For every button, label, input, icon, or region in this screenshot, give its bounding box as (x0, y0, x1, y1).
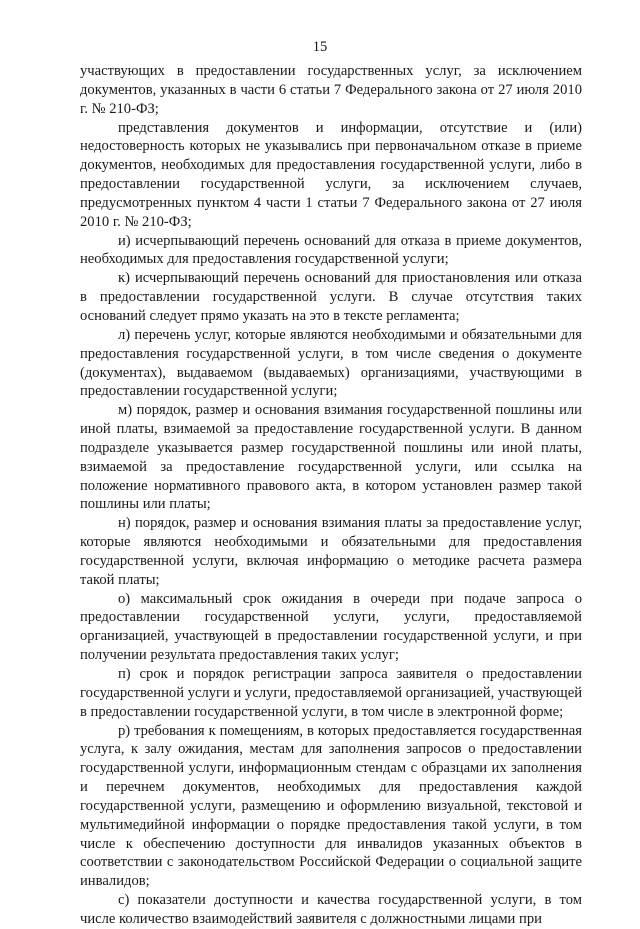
paragraph-item-m: м) порядок, размер и основания взимания государственной пошлины или иной платы, взимаемой за предоставление государственной услуги. В данном подразделе указывается размер государственной пошлины или иной платы, взимаемой за предоставление государственной услуги, или ссылка на положение нормативного правового акта, в котором установлен размер такой пошлины или платы; (80, 402, 582, 513)
paragraph-item-r: р) требования к помещениям, в которых предоставляется государственная услуга, к залу ожидания, местам для заполнения запросов о предоставлении государственной услуги, информационным стендам с образцами их заполнения и перечнем документов, необходимых для предоставления каждой государственной услуги, размещению и оформлению визуальной, текстовой и мультимедийной информации о порядке предоставления такой услуги, в том числе к обеспечению доступности для инвалидов указанных объектов в соответствии с законодательством Российской Федерации о социальной защите инвалидов; (80, 722, 582, 890)
paragraph-documents-info: представления документов и информации, отсутствие и (или) недостоверность которых не указывались при первоначальном отказе в приеме документов, необходимых для предоставления государственной услуги, либо в предоставлении государственной услуги, за исключением случаев, предусмотренных пунктом 4 части 1 статьи 7 Федерального закона от 27 июля 2010 г. № 210-ФЗ; (80, 119, 582, 230)
paragraph-item-k: к) исчерпывающий перечень оснований для приостановления или отказа в предоставлении государственной услуги. В случае отсутствия таких оснований следует прямо указать на это в тексте регламента; (80, 270, 582, 324)
paragraph-item-o: о) максимальный срок ожидания в очереди при подаче запроса о предоставлении государственной услуги, услуги, предоставляемой организацией, участвующей в предоставлении государственной услуги, и при получении результата предоставления таких услуг; (80, 590, 582, 664)
page-number: 15 (312, 39, 328, 55)
paragraph-item-s: с) показатели доступности и качества государственной услуги, в том числе количество взаимодействий заявителя с должностными лицами при (80, 892, 582, 927)
document-body (80, 62, 582, 929)
paragraph-item-n: н) порядок, размер и основания взимания платы за предоставление услуг, которые являются необходимыми и обязательными для предоставления государственной услуги, включая информацию о методике расчета размера такой платы; (80, 515, 582, 588)
paragraph-item-l: л) перечень услуг, которые являются необходимыми и обязательными для предоставления государственной услуги, в том числе сведения о документе (документах), выдаваемом (выдаваемых) организациями, участвующими в предоставлении государственной услуги; (80, 326, 582, 400)
paragraph-item-i: и) исчерпывающий перечень оснований для отказа в приеме документов, необходимых для предоставления государственной услуги; (80, 232, 582, 268)
paragraph-continuation: участвующих в предоставлении государственных услуг, за исключением документов, указанных в части 6 статьи 7 Федерального закона от 27 июля 2010 г. № 210-ФЗ; (80, 63, 582, 117)
paragraph-item-p: п) срок и порядок регистрации запроса заявителя о предоставлении государственной услуги и услуги, предоставляемой организацией, участвующей в предоставлении государственной услуги, в том числе в электронной форме; (80, 666, 582, 720)
